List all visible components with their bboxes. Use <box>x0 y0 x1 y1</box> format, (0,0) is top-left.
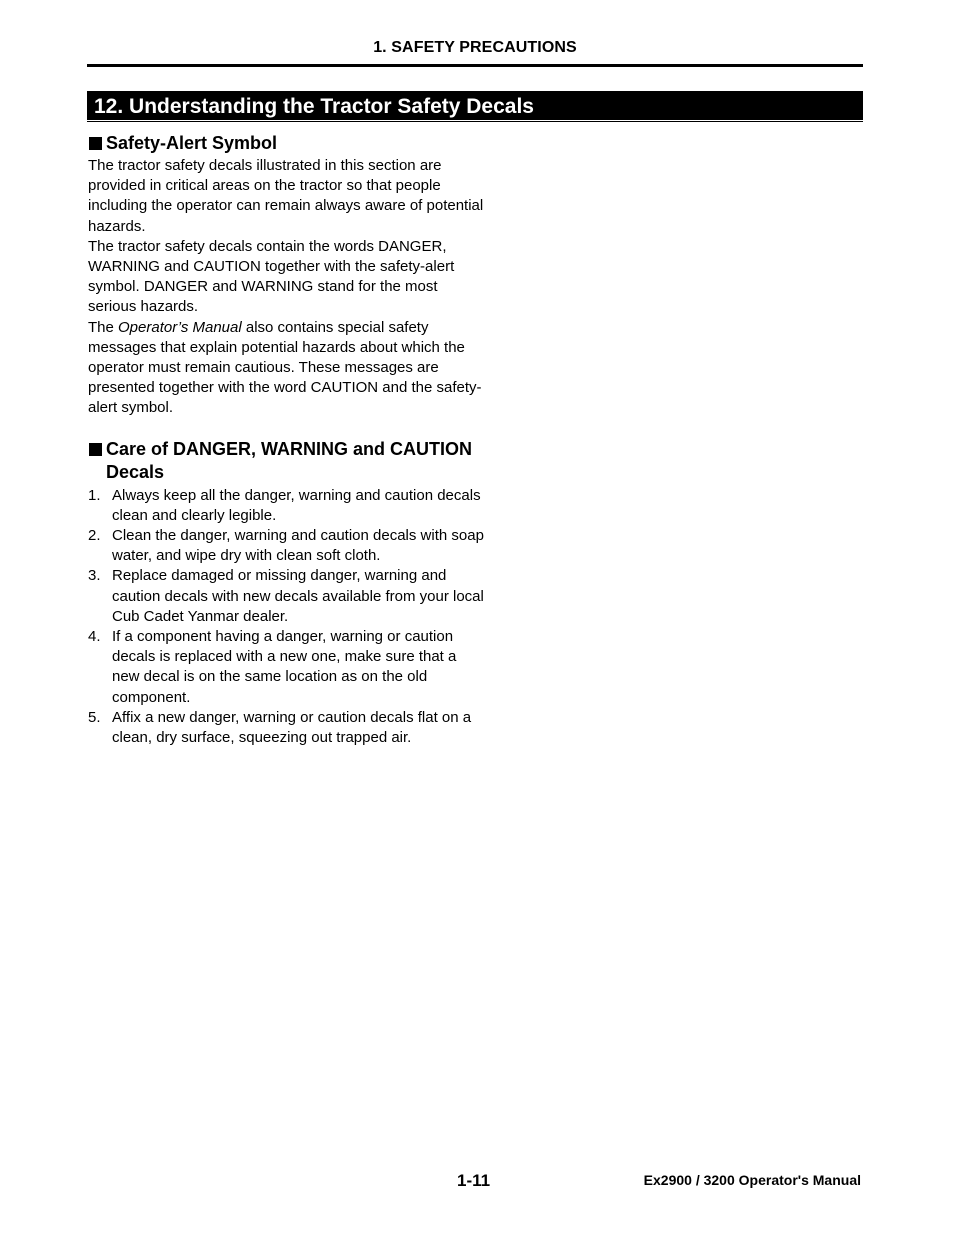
safety-alert-paragraph-3 <box>88 318 488 419</box>
list-item <box>88 708 488 748</box>
list-item-number: 5. <box>88 708 101 726</box>
page-number: 1-11 <box>457 1171 491 1190</box>
safety-alert-heading <box>88 132 488 155</box>
list-item <box>88 566 488 627</box>
left-column <box>88 132 488 748</box>
list-item-text: If a component having a danger, warning or caution decals is replaced with a new one, make sure that a new decal is on the same location as on the old component. <box>112 628 457 706</box>
running-header: 1. SAFETY PRECAUTIONS <box>373 39 577 56</box>
list-item <box>88 486 488 526</box>
list-item <box>88 627 488 708</box>
operators-manual-reference: Operator’s Manual <box>118 318 242 336</box>
section-title: 12. Understanding the Tractor Safety Decals <box>94 95 534 118</box>
list-item-text: Affix a new danger, warning or caution decals flat on a clean, dry surface, squeezing out trapped air. <box>112 708 472 747</box>
care-heading <box>88 438 488 484</box>
list-item-text: Always keep all the danger, warning and caution decals clean and clearly legible. <box>112 486 481 524</box>
care-steps-list <box>88 486 488 749</box>
list-item <box>88 526 488 566</box>
safety-alert-paragraph-1: The tractor safety decals illustrated in this section are provided in critical areas on the tractor so that people including the operator can remain always aware of potential hazards. <box>88 157 484 235</box>
list-item-number: 4. <box>88 628 101 646</box>
black-square-icon <box>89 137 102 150</box>
list-item-number: 1. <box>88 486 101 504</box>
safety-alert-paragraph-2: The tractor safety decals contain the words DANGER, WARNING and CAUTION together with the safety-alert symbol. DANGER and WARNING stand for the most serious hazards. <box>88 237 455 316</box>
safety-alert-heading-text: Safety-Alert Symbol <box>106 133 278 153</box>
list-item-number: 3. <box>88 567 101 585</box>
para3-suffix: also contains special safety messages that explain potential hazards about which the operator must remain cautious. These messages are presented together with the word CAUTION and the safety-alert symbol. <box>88 318 482 417</box>
list-item-text: Replace damaged or missing danger, warning and caution decals with new decals available from your local Cub Cadet Yanmar dealer. <box>112 567 484 625</box>
list-item-number: 2. <box>88 527 101 545</box>
list-item-text: Clean the danger, warning and caution decals with soap water, and wipe dry with clean soft cloth. <box>112 527 484 565</box>
care-heading-line-2: Decals <box>106 461 165 482</box>
para3-prefix: The <box>88 318 119 336</box>
manual-title: Ex2900 / 3200 Operator's Manual <box>643 1172 861 1188</box>
care-heading-line-1: Care of DANGER, WARNING and CAUTION <box>106 438 473 459</box>
black-square-icon <box>89 443 102 456</box>
section-title-bar <box>87 91 863 122</box>
header-rule <box>87 64 863 67</box>
section-bar-inner-line <box>87 120 863 121</box>
